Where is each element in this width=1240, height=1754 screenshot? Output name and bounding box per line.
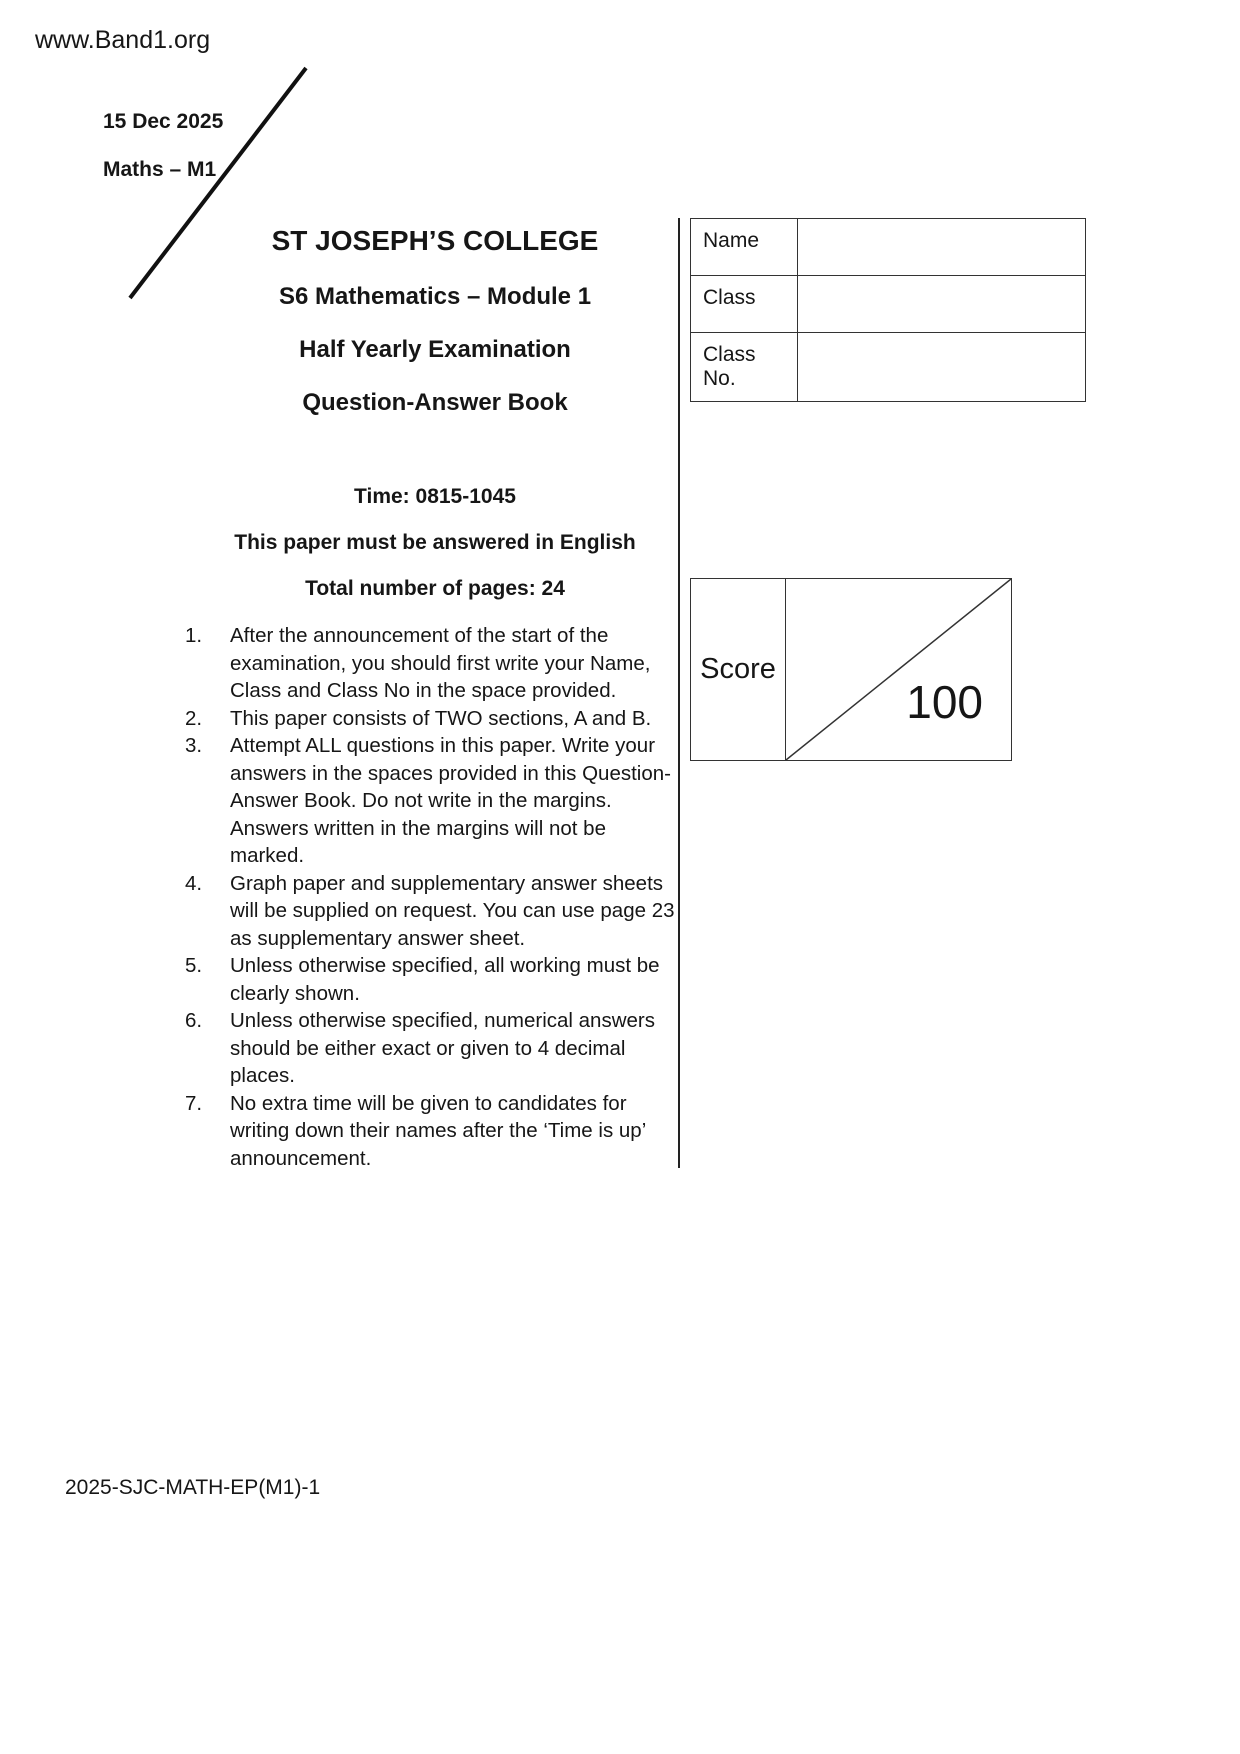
instruction-number: 2. [185, 706, 203, 730]
instruction-item [185, 1090, 677, 1173]
class-label: Class [691, 276, 798, 333]
instruction-item [185, 622, 677, 705]
instruction-text: Unless otherwise specified, numerical answers should be either exact or given to 4 decimal places. [230, 1009, 655, 1087]
score-diagonal-line [786, 579, 1011, 760]
instruction-text: Attempt ALL questions in this paper. Write your answers in the spaces provided in this Question-Answer Book. Do not write in the margins. Answers written in the margins will not be marked. [230, 734, 671, 867]
exam-title: Half Yearly Examination [299, 336, 571, 363]
instruction-text: This paper consists of TWO sections, A and B. [230, 706, 652, 730]
instruction-number: 3. [185, 734, 203, 757]
instruction-text: No extra time will be given to candidates for writing down their names after the ‘Time is up’ announcement. [230, 1091, 646, 1170]
table-row [691, 219, 1086, 276]
instruction-item [185, 870, 677, 953]
instruction-item [185, 732, 677, 870]
instruction-item [185, 705, 677, 733]
instruction-item [185, 952, 677, 1007]
score-total: 100 [906, 676, 983, 728]
score-cell [786, 579, 1011, 760]
score-label: Score [691, 579, 786, 760]
instruction-item [185, 1007, 677, 1090]
score-box [690, 578, 1012, 761]
table-row [691, 276, 1086, 333]
instruction-number: 5. [185, 954, 203, 977]
book-title: Question-Answer Book [302, 389, 568, 416]
vertical-divider [678, 218, 680, 1168]
student-info-table [690, 218, 1086, 402]
instruction-text: Graph paper and supplementary answer sheets will be supplied on request. You can use page 23 as supplementary answer sheet. [230, 871, 675, 950]
school-name: ST JOSEPH’S COLLEGE [271, 225, 599, 256]
title-block [160, 224, 710, 621]
course-title: S6 Mathematics – Module 1 [278, 283, 592, 310]
page-footer-code: 2025-SJC-MATH-EP(M1)-1 [65, 1476, 321, 1499]
instruction-number: 7. [185, 1091, 203, 1115]
instruction-text: After the announcement of the start of the examination, you should first write your Name, Class and Class No in the space provided. [230, 624, 651, 702]
instructions-list [185, 622, 677, 1172]
table-row [691, 333, 1086, 402]
name-label: Name [691, 219, 798, 276]
class-no-field[interactable] [798, 333, 1086, 402]
instruction-text: Unless otherwise specified, all working must be clearly shown. [230, 954, 660, 1005]
exam-time: Time: 0815-1045 [354, 485, 516, 508]
watermark-url: www.Band1.org [35, 26, 211, 54]
instruction-number: 6. [185, 1009, 203, 1032]
instruction-number: 1. [185, 624, 203, 647]
subject-code: Maths – M1 [103, 158, 217, 181]
instruction-number: 4. [185, 871, 203, 895]
class-no-label: Class No. [691, 333, 798, 402]
name-field[interactable] [798, 219, 1086, 276]
exam-date: 15 Dec 2025 [103, 110, 224, 133]
class-field[interactable] [798, 276, 1086, 333]
page-count-note: Total number of pages: 24 [305, 577, 565, 600]
language-note: This paper must be answered in English [234, 531, 636, 554]
